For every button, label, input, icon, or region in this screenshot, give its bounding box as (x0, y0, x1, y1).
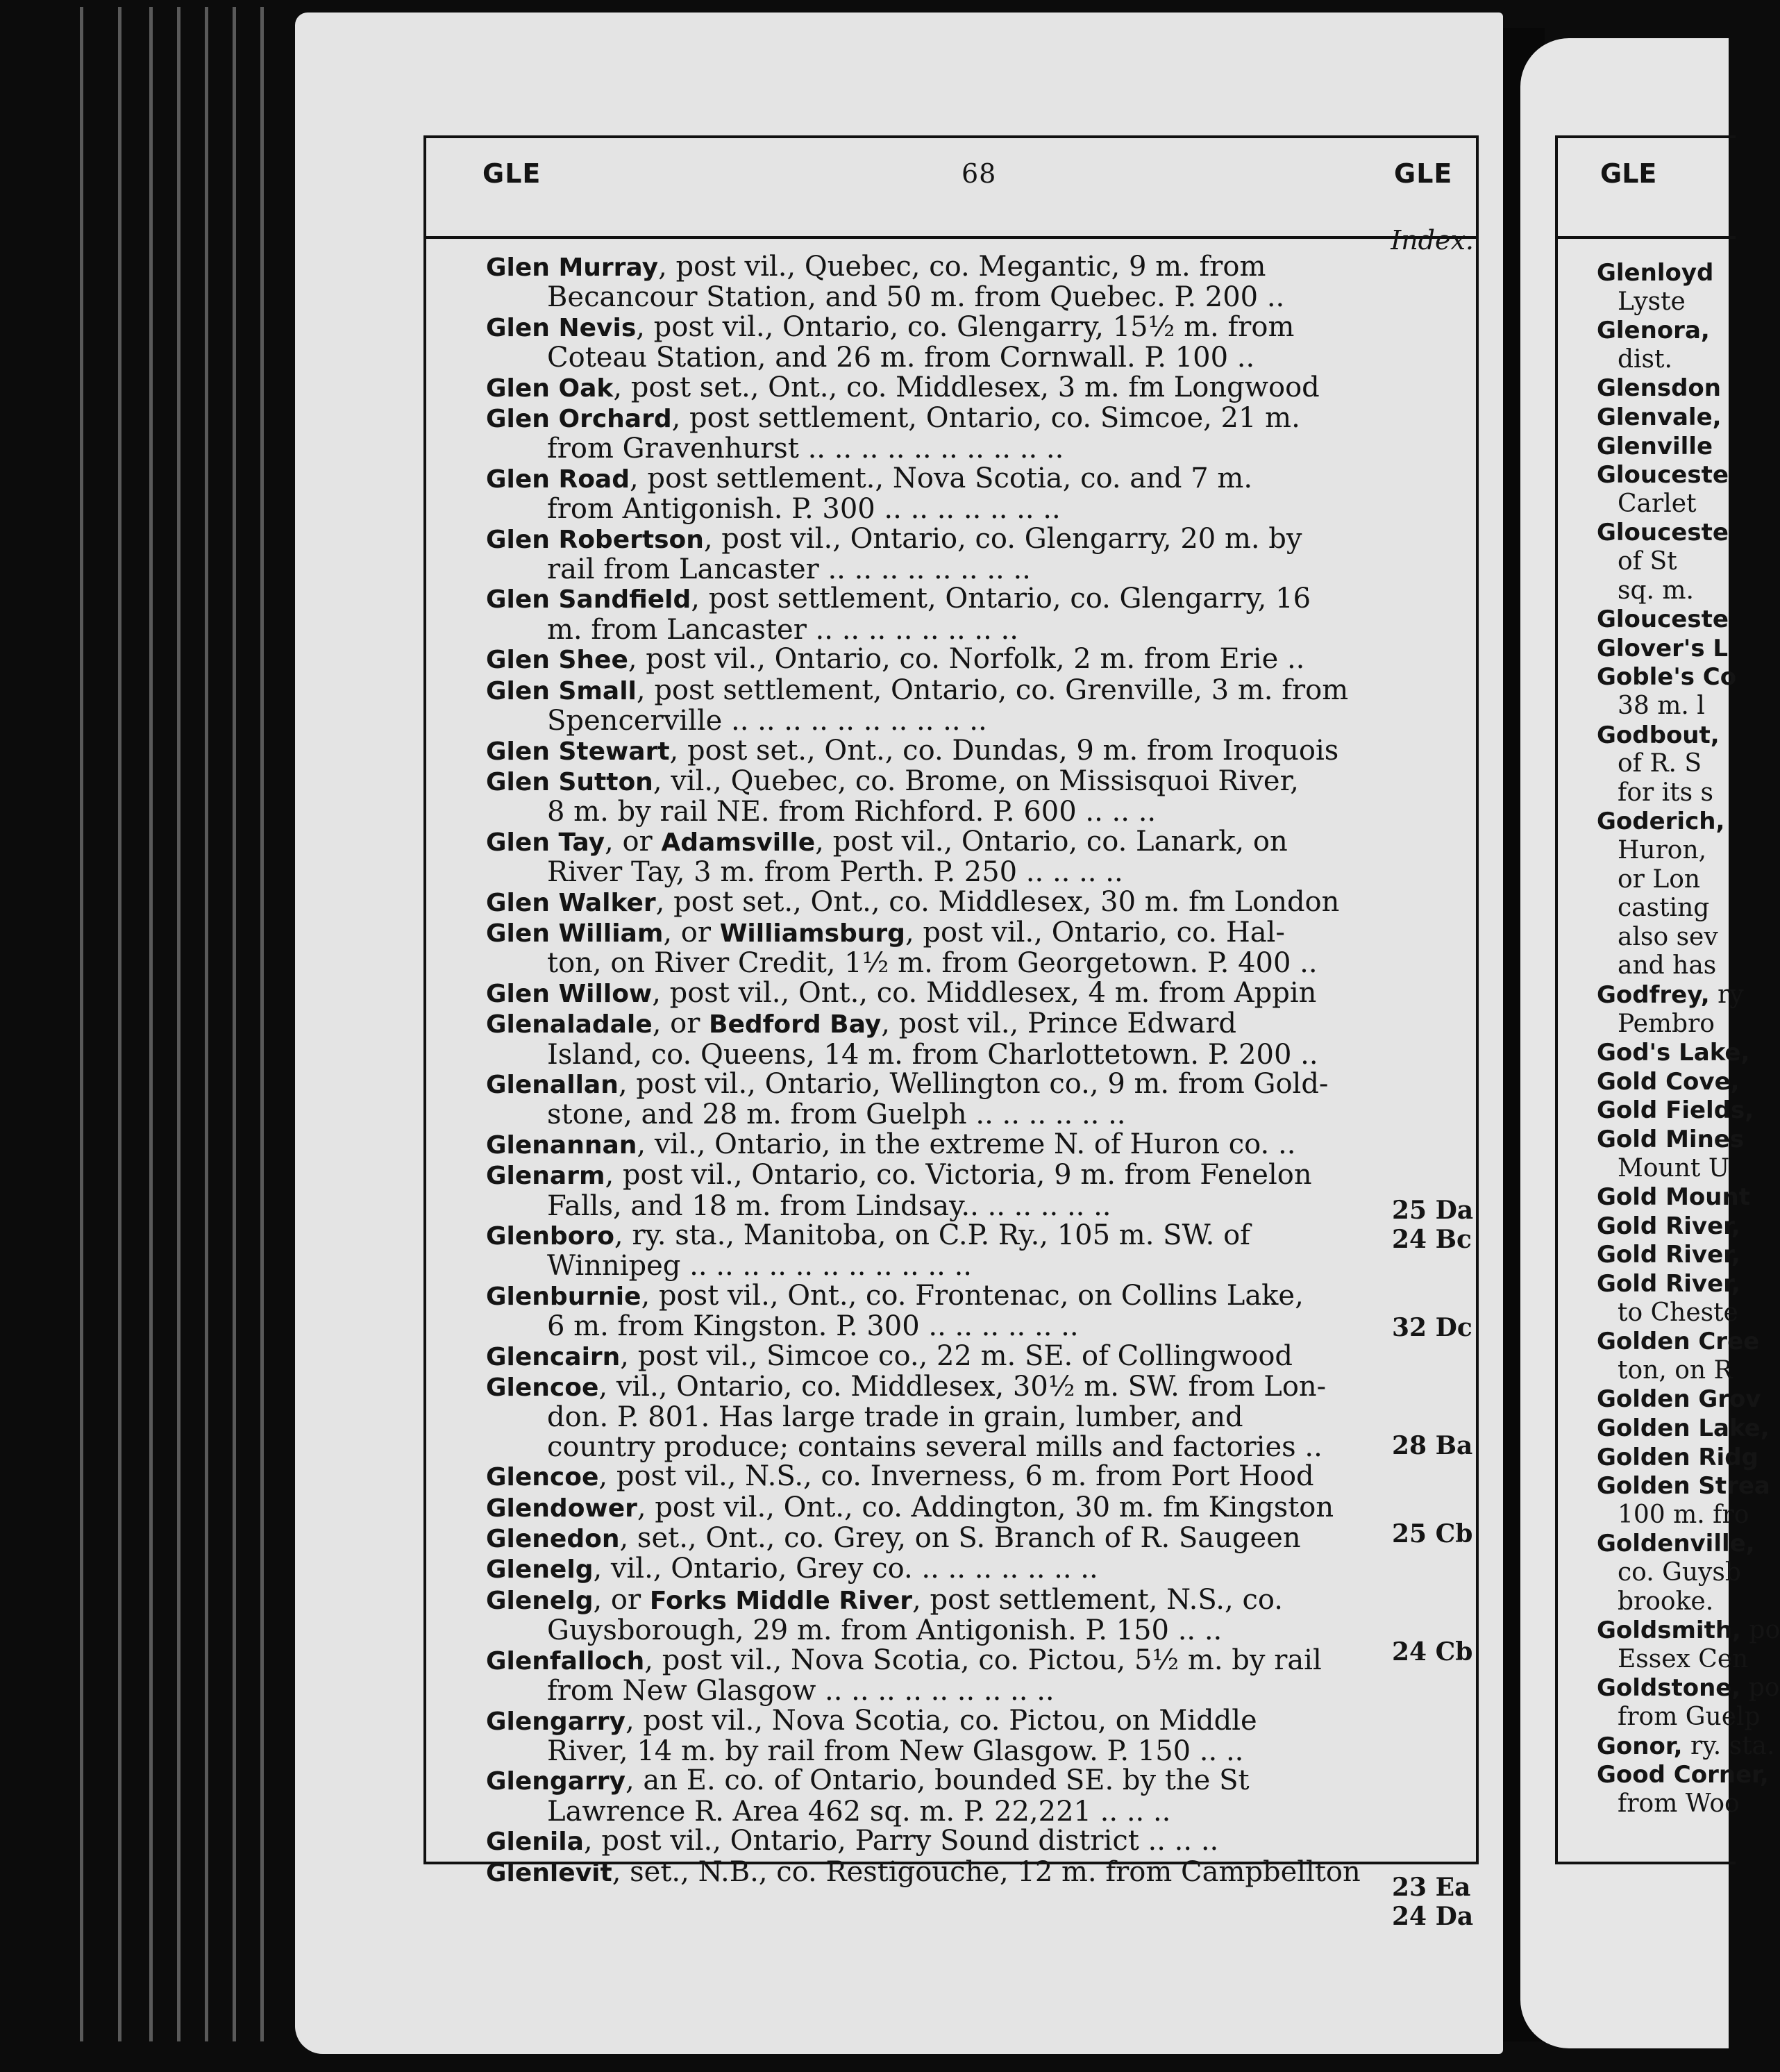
facing-page-line: Mount U (1618, 1153, 1730, 1183)
entry-continuation-line: 8 m. by rail NE. from Richford. P. 600 .. .. .. (547, 796, 1157, 828)
place-name: Glenedon (486, 1525, 620, 1554)
gazetteer-entry (486, 1069, 1382, 1130)
place-name: Glenelg (486, 1555, 594, 1585)
gazetteer-entry (486, 584, 1382, 644)
entry-continuation-line: from New Glasgow .. .. .. .. .. .. .. .. .. (547, 1675, 1055, 1707)
entry-continuation-line: from Antigonish. P. 300 .. .. .. .. .. .. .. (547, 493, 1061, 526)
facing-page-line: Gold River, (1597, 1212, 1740, 1240)
gazetteer-entry (486, 1130, 1382, 1160)
place-name: Glengarry (486, 1767, 625, 1796)
header-left-guide-word: GLE (482, 158, 541, 189)
entry-continuation-line: ton, on River Credit, 1½ m. from Georgetown. P. 400 .. (547, 947, 1318, 980)
entry-first-line: Glen Small, post settlement, Ontario, co. Grenville, 3 m. from (486, 674, 1349, 706)
facing-page-line: Golden Lake, (1597, 1414, 1770, 1442)
entry-first-line: Glenlevit, set., N.B., co. Restigouche, 12 m. from Campbellton (486, 1855, 1361, 1888)
entry-first-line: Glencoe, post vil., N.S., co. Inverness, 6 m. from Port Hood (486, 1460, 1314, 1493)
facing-page-line: ton, on R (1618, 1355, 1733, 1385)
entry-first-line: Glen Stewart, post set., Ont., co. Dundas, 9 m. from Iroquois (486, 734, 1339, 767)
gazetteer-entry (486, 1766, 1382, 1826)
map-reference: 25 Da (1392, 1195, 1474, 1225)
place-name: Glencoe (486, 1463, 599, 1492)
index-label: Index. (1391, 225, 1474, 256)
place-name: Glenlevit (486, 1858, 612, 1887)
facing-page-line: Gold River, (1597, 1270, 1740, 1298)
entry-continuation-line: Winnipeg .. .. .. .. .. .. .. .. .. .. .. (547, 1250, 972, 1283)
facing-page-line: Huron, (1618, 836, 1707, 864)
facing-page-line: Glenora, (1597, 317, 1710, 345)
entry-continuation-line: Lawrence R. Area 462 sq. m. P. 22,221 .. .. .. (547, 1795, 1171, 1828)
gazetteer-entry (486, 1009, 1382, 1069)
place-name: Glenboro (486, 1222, 614, 1251)
place-name: Glenallan (486, 1070, 619, 1099)
place-name: Glengarry (486, 1707, 625, 1736)
gazetteer-entry (486, 1523, 1382, 1554)
entry-continuation-line: Coteau Station, and 26 m. from Cornwall. P. 100 .. (547, 342, 1255, 374)
place-name: Glen Sandfield (486, 585, 691, 615)
entry-first-line: Glenarm, post vil., Ontario, co. Victoria, 9 m. from Fenelon (486, 1159, 1312, 1192)
place-name: Glen Walker (486, 888, 656, 917)
facing-page-line: brooke. (1618, 1587, 1714, 1616)
entry-first-line: Glenallan, post vil., Ontario, Wellington co., 9 m. from Gold- (486, 1067, 1329, 1100)
alternate-place-name: Williamsburg (719, 919, 905, 948)
page-number: 68 (962, 158, 997, 189)
map-reference: 28 Ba (1392, 1431, 1473, 1460)
place-name: Glenila (486, 1828, 584, 1857)
facing-page-line: Goderich, (1597, 808, 1725, 836)
facing-page-line: Golden Ridg (1597, 1443, 1758, 1471)
entry-first-line: Glen Sutton, vil., Quebec, co. Brome, on Missisquoi River, (486, 765, 1300, 797)
facing-page-line: Goldenville, (1597, 1530, 1755, 1558)
place-name: Glen Robertson (486, 525, 704, 554)
entry-first-line: Glenaladale, or Bedford Bay, post vil., Prince Edward (486, 1008, 1236, 1040)
place-name: Glenelg (486, 1586, 594, 1615)
gazetteer-entry (486, 1221, 1382, 1281)
gazetteer-entry (486, 1646, 1382, 1706)
place-name: Glen Sutton (486, 767, 653, 796)
place-name: Glenfalloch (486, 1646, 645, 1676)
gazetteer-entry (486, 1706, 1382, 1766)
facing-page-line: sq. m. (1618, 576, 1694, 605)
place-name: Glendower (486, 1494, 637, 1523)
place-name: Glenaladale (486, 1010, 653, 1039)
entry-first-line: Glen Walker, post set., Ont., co. Middlesex, 30 m. fm London (486, 885, 1340, 918)
facing-page-line: Godbout, (1597, 721, 1720, 749)
entry-continuation-line: River, 14 m. by rail from New Glasgow. P. 150 .. .. (547, 1735, 1244, 1767)
facing-page-line: 100 m. fro (1618, 1500, 1749, 1529)
entry-first-line: Glenfalloch, post vil., Nova Scotia, co. Pictou, 5½ m. by rail (486, 1644, 1322, 1676)
gazetteer-entry (486, 1281, 1382, 1342)
book-page-edges (66, 7, 288, 2041)
entry-first-line: Glenelg, vil., Ontario, Grey co. .. .. .. .. .. .. .. (486, 1553, 1098, 1585)
entry-first-line: Glen Oak, post set., Ont., co. Middlesex, 3 m. fm Longwood (486, 371, 1320, 403)
entry-continuation-line: rail from Lancaster .. .. .. .. .. .. .. .. (547, 553, 1031, 586)
facing-page-line: Glouceste (1597, 605, 1729, 634)
facing-page-line: also sev (1618, 922, 1718, 951)
place-name: Glenburnie (486, 1282, 641, 1311)
facing-page-line: to Cheste (1618, 1298, 1738, 1327)
facing-page-line: Goldstone, po (1597, 1673, 1780, 1703)
facing-page-line: Glenville (1597, 432, 1713, 460)
gazetteer-entry (486, 644, 1382, 675)
gazetteer-entry (486, 252, 1382, 312)
header-right-guide-word: GLE (1394, 158, 1453, 189)
facing-page-line: dist. (1618, 344, 1672, 374)
facing-page-line: Good Corner, (1597, 1761, 1769, 1789)
gazetteer-entry (486, 978, 1382, 1009)
place-name: Glen Small (486, 676, 637, 705)
facing-page-header: GLE (1600, 158, 1657, 189)
entry-first-line: Glenannan, vil., Ontario, in the extreme N. of Huron co. .. (486, 1128, 1296, 1160)
facing-page-line: Gold River, (1597, 1241, 1740, 1269)
entry-continuation-line: don. P. 801. Has large trade in grain, lumber, and (547, 1401, 1243, 1434)
place-name: Glenannan (486, 1130, 637, 1160)
facing-page-line: Lyste (1618, 287, 1686, 316)
alternate-place-name: Adamsville (661, 828, 816, 857)
facing-page-line: Glover's L (1597, 634, 1729, 662)
facing-page-line: Goldsmith, po (1597, 1616, 1780, 1645)
gazetteer-entry (486, 767, 1382, 827)
entry-continuation-line: Falls, and 18 m. from Lindsay.. .. .. .. .. .. (547, 1189, 1111, 1222)
entry-first-line: Glenila, post vil., Ontario, Parry Sound district .. .. .. (486, 1825, 1219, 1857)
entry-continuation-line: River Tay, 3 m. from Perth. P. 250 .. .. .. .. (547, 856, 1123, 889)
facing-page-line: Gonor, ry. sta. (1597, 1731, 1775, 1760)
entry-first-line: Glenelg, or Forks Middle River, post settlement, N.S., co. (486, 1583, 1283, 1616)
facing-page-line: Glensdon (1597, 374, 1721, 403)
gazetteer-entries (486, 252, 1382, 1888)
gazetteer-entry (486, 736, 1382, 767)
place-name: Glen Willow (486, 979, 653, 1008)
facing-page-line: or Lon (1618, 864, 1701, 894)
facing-page-line: and has (1618, 951, 1717, 980)
facing-page-line: from Woo (1618, 1789, 1740, 1818)
facing-page-line: of R. S (1618, 749, 1702, 778)
map-reference: 32 Dc (1392, 1313, 1472, 1343)
gazetteer-entry (486, 1462, 1382, 1492)
entry-first-line: Glenburnie, post vil., Ont., co. Frontenac, on Collins Lake, (486, 1279, 1304, 1312)
gazetteer-entry (486, 1160, 1382, 1221)
entry-first-line: Glenedon, set., Ont., co. Grey, on S. Branch of R. Saugeen (486, 1522, 1301, 1555)
gazetteer-entry (486, 403, 1382, 464)
facing-page-line: Golden Cree (1597, 1328, 1760, 1356)
facing-page-line: 38 m. l (1618, 692, 1705, 720)
facing-page-line: for its s (1618, 778, 1714, 807)
entry-continuation-line: stone, and 28 m. from Guelph .. .. .. .. .. .. (547, 1098, 1126, 1131)
place-name: Glen Nevis (486, 313, 637, 342)
gazetteer-entry (486, 827, 1382, 887)
entry-first-line: Glengarry, an E. co. of Ontario, bounded SE. by the St (486, 1764, 1250, 1797)
map-reference: 23 Ea (1392, 1873, 1471, 1902)
gazetteer-entry (486, 887, 1382, 918)
entry-first-line: Glen Orchard, post settlement, Ontario, co. Simcoe, 21 m. (486, 402, 1300, 435)
alternate-place-name: Forks Middle River (649, 1586, 913, 1615)
entry-continuation-line: from Gravenhurst .. .. .. .. .. .. .. .. .. .. (547, 433, 1064, 465)
facing-page-line: Gold Cove, (1597, 1067, 1740, 1096)
entry-first-line: Glencairn, post vil., Simcoe co., 22 m. SE. of Collingwood (486, 1339, 1293, 1372)
entry-first-line: Glenboro, ry. sta., Manitoba, on C.P. Ry., 105 m. SW. of (486, 1219, 1250, 1251)
facing-page-line: Gold Fields, (1597, 1096, 1754, 1125)
entry-first-line: Glen Murray, post vil., Quebec, co. Megantic, 9 m. from (486, 251, 1266, 283)
entry-first-line: Glen Shee, post vil., Ontario, co. Norfolk, 2 m. from Erie .. (486, 643, 1305, 676)
gazetteer-entry (486, 1857, 1382, 1888)
facing-page-line: co. Guysb (1618, 1558, 1741, 1587)
entry-first-line: Glengarry, post vil., Nova Scotia, co. Pictou, on Middle (486, 1704, 1257, 1737)
place-name: Glen Shee (486, 646, 628, 675)
entry-first-line: Glen Willow, post vil., Ont., co. Middlesex, 4 m. from Appin (486, 976, 1317, 1009)
place-name: Glen Oak (486, 374, 614, 403)
entry-continuation-line: Island, co. Queens, 14 m. from Charlottetown. P. 200 .. (547, 1038, 1318, 1071)
facing-page-line: Essex Cen (1618, 1644, 1749, 1673)
entry-first-line: Glen Nevis, post vil., Ontario, co. Glengarry, 15½ m. from (486, 310, 1295, 343)
place-name: Glen Orchard (486, 405, 672, 434)
place-name: Glen William (486, 919, 664, 948)
entry-continuation-line: Guysborough, 29 m. from Antigonish. P. 150 .. .. (547, 1614, 1223, 1647)
facing-page-line: Golden Grov (1597, 1385, 1761, 1414)
facing-page-line: Goble's Co (1597, 663, 1737, 692)
entry-first-line: Glen Road, post settlement., Nova Scotia, co. and 7 m. (486, 462, 1253, 494)
facing-page-line: Gold Mines (1597, 1126, 1745, 1153)
map-reference: 24 Da (1392, 1902, 1474, 1932)
entry-first-line: Glendower, post vil., Ont., co. Addington, 30 m. fm Kingston (486, 1491, 1334, 1523)
place-name: Glen Tay (486, 828, 605, 857)
gazetteer-entry (486, 524, 1382, 585)
facing-page-line: Carlet (1618, 489, 1697, 518)
entry-continuation-line: Becancour Station, and 50 m. from Quebec. P. 200 .. (547, 281, 1285, 314)
entry-first-line: Glen William, or Williamsburg, post vil., Ontario, co. Hal- (486, 916, 1285, 949)
gazetteer-entry (486, 1339, 1382, 1372)
facing-page-line: from Guelp (1618, 1703, 1761, 1731)
facing-page-line: God's Lake, (1597, 1039, 1750, 1067)
place-name: Glenarm (486, 1162, 605, 1191)
place-name: Glencoe (486, 1373, 599, 1403)
alternate-place-name: Bedford Bay (709, 1010, 882, 1039)
gazetteer-entry (486, 373, 1382, 403)
entry-continuation-line: country produce; contains several mills and factories .. (547, 1430, 1323, 1463)
gazetteer-entry (486, 464, 1382, 524)
entry-first-line: Glencoe, vil., Ontario, co. Middlesex, 30½ m. SW. from Lon- (486, 1371, 1327, 1403)
facing-page-line: Glenvale, (1597, 403, 1722, 431)
gazetteer-entry (486, 1372, 1382, 1462)
entry-continuation-line: m. from Lancaster .. .. .. .. .. .. .. .. (547, 613, 1018, 646)
gazetteer-entry (486, 1554, 1382, 1585)
place-name: Glen Road (486, 465, 630, 494)
entry-first-line: Glen Sandfield, post settlement, Ontario, co. Glengarry, 16 (486, 583, 1311, 615)
place-name: Glen Stewart (486, 737, 670, 766)
facing-page-line: Gold Mount (1597, 1183, 1750, 1212)
facing-page-line: Glouceste (1597, 519, 1729, 547)
header-rule (423, 236, 1479, 239)
facing-page-line: of St (1618, 547, 1677, 576)
place-name: Glencairn (486, 1342, 621, 1371)
facing-page-line: Pembro (1618, 1009, 1715, 1038)
facing-page-line: Glenloyd (1597, 259, 1714, 287)
facing-page-line: Godfrey, ry (1597, 980, 1744, 1009)
gazetteer-entry (486, 1826, 1382, 1857)
gazetteer-entry (486, 918, 1382, 978)
entry-continuation-line: 6 m. from Kingston. P. 300 .. .. .. .. .. .. (547, 1310, 1079, 1343)
facing-page-line: Glouceste (1597, 461, 1729, 490)
map-reference: 24 Cb (1392, 1637, 1473, 1666)
facing-page-line: Golden Strea (1597, 1472, 1770, 1501)
map-reference: 24 Bc (1392, 1225, 1472, 1255)
map-reference: 25 Cb (1392, 1519, 1473, 1549)
facing-page-line: casting (1618, 894, 1710, 923)
place-name: Glen Murray (486, 253, 659, 282)
gazetteer-entry (486, 1493, 1382, 1523)
entry-first-line: Glen Tay, or Adamsville, post vil., Ontario, co. Lanark, on (486, 825, 1288, 858)
entry-continuation-line: Spencerville .. .. .. .. .. .. .. .. .. .. (547, 705, 987, 737)
gazetteer-entry (486, 312, 1382, 373)
gazetteer-entry (486, 1585, 1382, 1646)
entry-first-line: Glen Robertson, post vil., Ontario, co. Glengarry, 20 m. by (486, 522, 1302, 555)
facing-page-header-rule (1555, 236, 1736, 239)
gazetteer-entry (486, 676, 1382, 736)
